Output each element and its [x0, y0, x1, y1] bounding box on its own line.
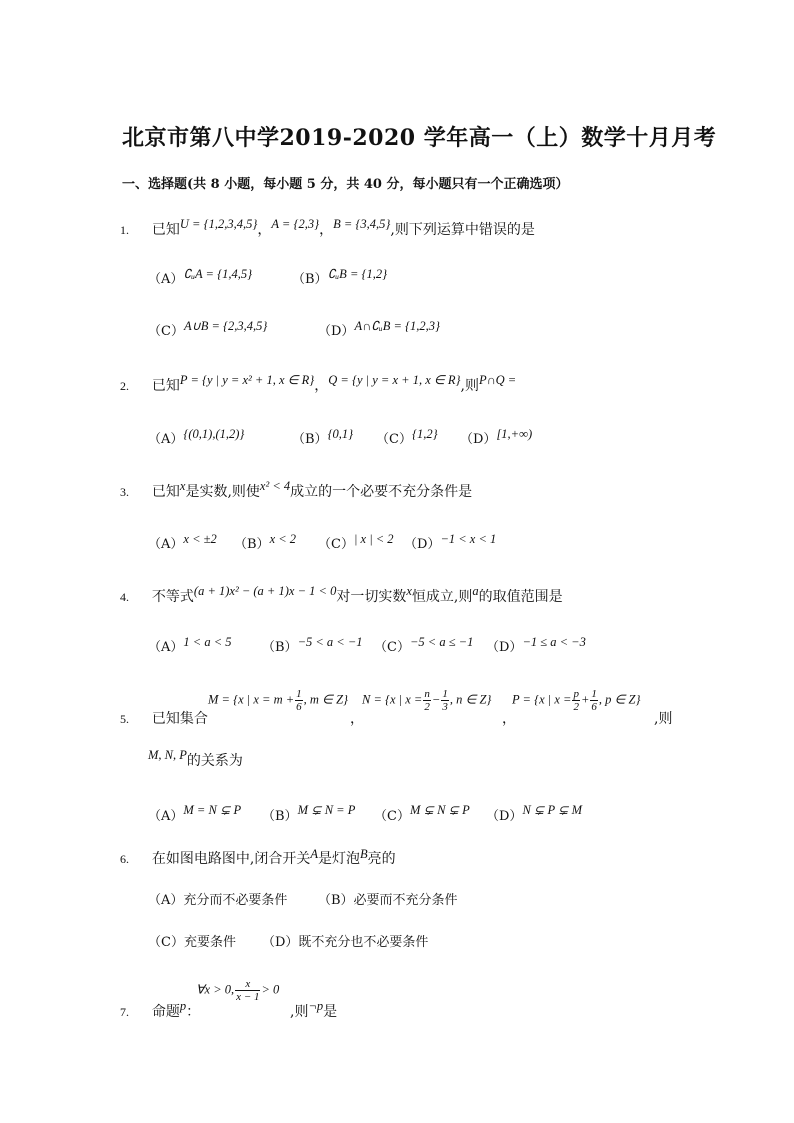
math-expression: {1,2} — [411, 427, 438, 441]
math-expression: p — [179, 999, 187, 1013]
denominator: 2 — [573, 701, 579, 713]
math-expression: A∩∁ᵤB = {1,2,3} — [354, 319, 441, 333]
math-expression: ∁ᵤA = {1,4,5} — [183, 267, 253, 281]
numerator: n — [424, 688, 430, 700]
math-text: , p ∈ Z} — [598, 692, 641, 707]
fraction — [590, 688, 598, 713]
question-1 — [120, 219, 535, 239]
question-number: 2. — [120, 379, 129, 393]
option-d[interactable] — [486, 636, 586, 655]
separator: ， — [319, 222, 334, 238]
math-text: − — [431, 692, 441, 707]
math-expression: (a + 1)x² − (a + 1)x − 1 < 0 — [193, 584, 337, 598]
fraction — [572, 688, 580, 713]
math-expression: x — [179, 479, 186, 493]
math-expression: A — [310, 847, 318, 861]
option-label: （A） — [148, 537, 184, 552]
question-number: 4. — [120, 590, 129, 604]
option-label: （B） — [234, 537, 270, 552]
fraction — [235, 978, 260, 1003]
math-text: > 0 — [261, 982, 280, 997]
option-c[interactable] — [374, 636, 473, 655]
option-label: （C） — [376, 432, 412, 447]
option-label: （A） — [148, 809, 184, 824]
question-text: 的取值范围是 — [478, 589, 563, 605]
option-b[interactable] — [262, 636, 363, 655]
math-text: N = {x | x = — [362, 692, 423, 707]
question-text: 已知 — [151, 222, 180, 238]
math-expression: A∪B = {2,3,4,5} — [183, 319, 268, 333]
question-3 — [120, 481, 472, 501]
question-text: ,则 — [290, 1004, 309, 1020]
question-text: 在如图电路图中,闭合开关 — [151, 851, 311, 867]
question-7-tail — [290, 1001, 337, 1021]
question-text: 恒成立,则 — [411, 589, 473, 605]
option-label: （A） — [148, 432, 184, 447]
option-label: （B） — [292, 272, 328, 287]
section-heading: 一、选择题(共 8 小题，每小题 5 分，共 40 分，每小题只有一个正确选项） — [122, 177, 569, 192]
math-expression: x < 2 — [269, 532, 297, 546]
question-text: 成立的一个必要不充分条件是 — [290, 484, 473, 500]
math-expression: −5 < a ≤ −1 — [409, 635, 474, 649]
math-expression: x < ±2 — [183, 532, 217, 546]
option-d[interactable] — [460, 428, 532, 447]
option-a[interactable] — [148, 268, 252, 287]
numerator: 1 — [296, 688, 302, 700]
math-text: , m ∈ Z} — [303, 692, 349, 707]
option-b[interactable] — [234, 533, 296, 552]
colon: ： — [186, 1004, 201, 1020]
question-number: 7. — [120, 1005, 129, 1019]
option-label: （D） — [460, 432, 497, 447]
question-text: 是灯泡 — [318, 851, 360, 867]
math-expression: −1 < x < 1 — [440, 532, 497, 546]
math-expression: {0,1} — [327, 427, 354, 441]
question-number: 3. — [120, 485, 129, 499]
denominator: 2 — [424, 701, 430, 713]
option-c[interactable] — [376, 428, 438, 447]
fraction — [295, 688, 303, 713]
math-expression: ¬p — [308, 999, 324, 1013]
option-d[interactable]: （D）既不充分也不必要条件 — [262, 935, 429, 950]
denominator: 3 — [442, 701, 448, 713]
math-text: + — [580, 692, 590, 707]
option-a[interactable] — [148, 428, 244, 447]
math-expression: −5 < a < −1 — [297, 635, 363, 649]
option-label: （D） — [486, 809, 523, 824]
question-text: 亮的 — [367, 851, 396, 867]
question-6 — [120, 848, 396, 868]
numerator: 1 — [442, 688, 448, 700]
separator: ， — [502, 711, 516, 727]
option-d[interactable] — [404, 533, 496, 552]
question-5-line-2 — [148, 750, 243, 770]
math-expression: M = N ⊊ P — [183, 803, 242, 817]
question-text: 已知集合 — [151, 711, 208, 727]
option-label: （B） — [262, 640, 298, 655]
question-text: 是 — [323, 1004, 338, 1020]
option-label: （D） — [404, 537, 441, 552]
option-a[interactable]: （A）充分而不必要条件 — [148, 893, 288, 908]
option-label: （A） — [148, 272, 184, 287]
question-number: 6. — [120, 852, 129, 866]
question-text: 已知 — [151, 378, 180, 394]
set-M-expression — [208, 688, 348, 713]
fraction — [423, 688, 431, 713]
math-expression: {(0,1),(1,2)} — [183, 427, 245, 441]
question-number: 1. — [120, 223, 129, 237]
option-label: （A） — [148, 640, 184, 655]
math-expression: [1,+∞) — [496, 427, 533, 441]
math-expression: P = {y | y = x² + 1, x ∈ R} — [179, 373, 315, 387]
option-a[interactable] — [148, 805, 241, 824]
numerator: p — [573, 688, 579, 700]
option-d[interactable] — [318, 320, 440, 339]
option-c[interactable] — [148, 320, 267, 339]
math-text: P = {x | x = — [512, 692, 572, 707]
question-2 — [120, 375, 516, 395]
option-c[interactable] — [318, 533, 394, 552]
option-b[interactable] — [262, 805, 355, 824]
math-expression: P∩Q = — [478, 373, 517, 387]
math-expression: Q = {y | y = x + 1, x ∈ R} — [328, 373, 461, 387]
question-text: 是实数,则使 — [185, 484, 260, 500]
option-label: （D） — [318, 324, 355, 339]
separator: ， — [257, 222, 272, 238]
math-text: ∀x > 0, — [196, 982, 235, 997]
option-b[interactable] — [292, 428, 353, 447]
set-N-expression — [362, 688, 491, 713]
question-4 — [120, 586, 563, 606]
math-expression: ∁ᵤB = {1,2} — [327, 267, 388, 281]
math-expression: A = {2,3} — [271, 217, 320, 231]
option-label: （C） — [148, 324, 184, 339]
math-text: M = {x | x = m + — [208, 692, 295, 707]
math-expression: −1 ≤ a < −3 — [522, 635, 586, 649]
question-text: 已知 — [151, 484, 180, 500]
option-label: （B） — [262, 809, 298, 824]
numerator: x — [235, 978, 260, 991]
option-b[interactable]: （B）必要而不充分条件 — [318, 893, 458, 908]
math-expression: a — [472, 584, 479, 598]
separator: ， — [314, 378, 329, 394]
option-d[interactable] — [486, 805, 582, 824]
math-expression: | x | < 2 — [353, 532, 394, 546]
option-b[interactable] — [292, 268, 387, 287]
option-a[interactable] — [148, 533, 217, 552]
option-a[interactable] — [148, 636, 232, 655]
denominator: x − 1 — [236, 991, 260, 1003]
math-expression: M ⊊ N = P — [297, 803, 356, 817]
numerator: 1 — [591, 688, 597, 700]
question-7-number — [120, 1001, 200, 1021]
option-label: （C） — [374, 809, 410, 824]
math-expression: x² < 4 — [259, 479, 291, 493]
question-text: 对一切实数 — [336, 589, 407, 605]
denominator: 6 — [296, 701, 302, 713]
option-label: （C） — [318, 537, 354, 552]
option-label: （B） — [292, 432, 328, 447]
question-text: ,则 — [460, 378, 479, 394]
option-c[interactable] — [374, 805, 470, 824]
math-expression: U = {1,2,3,4,5} — [179, 217, 258, 231]
math-expression: M ⊊ N ⊊ P — [409, 803, 470, 817]
math-expression: B — [360, 847, 368, 861]
option-label: （C） — [374, 640, 410, 655]
question-text: ,则 — [654, 711, 673, 727]
question-text: 不等式 — [151, 589, 194, 605]
option-label: （D） — [486, 640, 523, 655]
question-number: 5. — [120, 712, 129, 726]
option-c[interactable]: （C）充要条件 — [148, 935, 236, 950]
math-expression: N ⊊ P ⊊ M — [522, 803, 583, 817]
page-title: 北京市第八中学2019-2020 学年高一（上）数学十月月考 — [122, 125, 717, 151]
denominator: 6 — [591, 701, 597, 713]
question-text: 命题 — [151, 1004, 180, 1020]
math-expression: B = {3,4,5} — [333, 217, 391, 231]
proposition-expression — [196, 978, 279, 1003]
separator: ， — [350, 711, 364, 727]
math-expression: M, N, P — [148, 748, 187, 762]
question-5-number — [120, 708, 208, 728]
math-expression: x — [406, 584, 412, 598]
math-expression: 1 < a < 5 — [183, 635, 232, 649]
fraction — [441, 688, 449, 713]
question-text: ,则下列运算中错误的是 — [390, 222, 535, 238]
set-P-expression — [512, 688, 640, 713]
math-text: , n ∈ Z} — [449, 692, 492, 707]
question-text: 的关系为 — [186, 753, 243, 769]
